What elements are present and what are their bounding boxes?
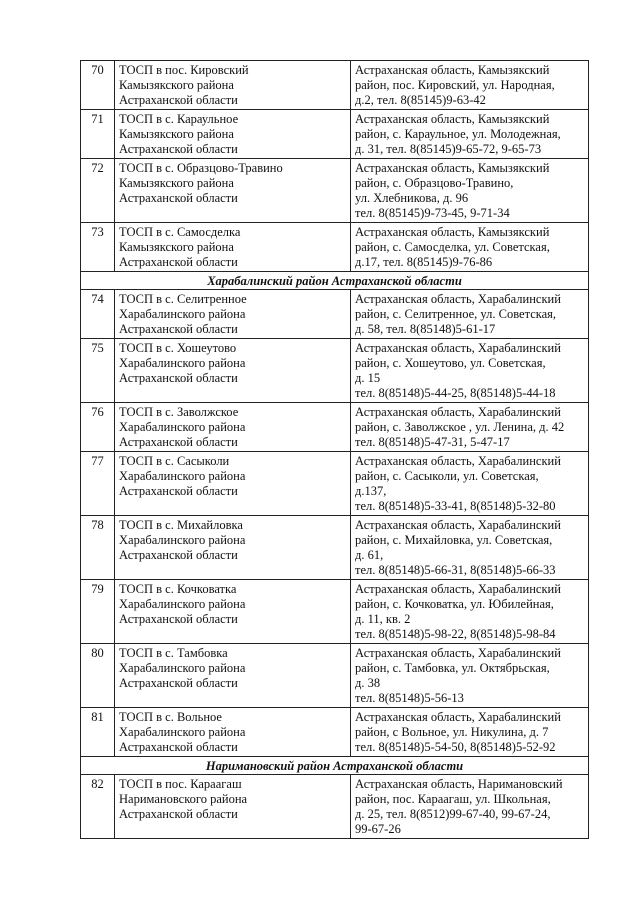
office-address-line: д.2, тел. 8(85145)9-63-42 <box>355 93 486 107</box>
office-address-line: д. 38 <box>355 676 381 690</box>
office-address-cell <box>351 708 589 757</box>
office-address-line: район, пос. Караагаш, ул. Школьная, <box>355 792 551 806</box>
office-name-line: Камызякского района <box>119 78 234 92</box>
office-name-line: Астраханской области <box>119 612 238 626</box>
office-address-line: тел. 8(85148)5-54-50, 8(85148)5-52-92 <box>355 740 556 754</box>
office-name-line: Астраханской области <box>119 676 238 690</box>
office-name-line: Астраханской области <box>119 740 238 754</box>
office-address-line: тел. 8(85148)5-47-31, 5-47-17 <box>355 435 510 449</box>
office-address-line: Астраханская область, Харабалинский <box>355 710 561 724</box>
region-header-row <box>81 272 589 290</box>
office-name-line: Астраханской области <box>119 371 238 385</box>
office-name-line: Астраханской области <box>119 484 238 498</box>
office-address-line: район, с. Образцово-Травино, <box>355 176 514 190</box>
office-address-cell <box>351 339 589 403</box>
office-name-line: Харабалинского района <box>119 307 246 321</box>
office-address-line: тел. 8(85148)5-56-13 <box>355 691 464 705</box>
office-address-cell <box>351 403 589 452</box>
table-row <box>81 223 589 272</box>
office-name-cell <box>115 339 351 403</box>
office-address-cell <box>351 159 589 223</box>
office-address-line: район, с. Кочковатка, ул. Юбилейная, <box>355 597 554 611</box>
office-name-cell <box>115 580 351 644</box>
office-name-line: Камызякского района <box>119 240 234 254</box>
row-number: 73 <box>81 223 115 272</box>
office-address-line: Астраханская область, Камызякский <box>355 63 550 77</box>
office-name-line: Харабалинского района <box>119 420 246 434</box>
table-row <box>81 580 589 644</box>
office-name-cell <box>115 61 351 110</box>
table-row <box>81 110 589 159</box>
office-address-line: район, с. Тамбовка, ул. Октябрьская, <box>355 661 550 675</box>
office-name-cell <box>115 452 351 516</box>
office-name-line: ТОСП в с. Сасыколи <box>119 454 230 468</box>
office-address-line: тел. 8(85148)5-98-22, 8(85148)5-98-84 <box>355 627 556 641</box>
office-address-line: Астраханская область, Камызякский <box>355 161 550 175</box>
office-name-line: ТОСП в с. Караульное <box>119 112 239 126</box>
office-address-line: район, с. Хошеутово, ул. Советская, <box>355 356 546 370</box>
office-address-cell <box>351 516 589 580</box>
office-name-line: Астраханской области <box>119 255 238 269</box>
office-name-line: Харабалинского района <box>119 597 246 611</box>
office-address-line: ул. Хлебникова, д. 96 <box>355 191 469 205</box>
office-name-cell <box>115 110 351 159</box>
office-name-line: Астраханской области <box>119 93 238 107</box>
office-address-cell <box>351 290 589 339</box>
office-address-line: Астраханская область, Камызякский <box>355 112 550 126</box>
office-address-line: район, с Вольное, ул. Никулина, д. 7 <box>355 725 549 739</box>
region-title: Харабалинский район Астраханской области <box>81 272 589 290</box>
office-address-line: район, с. Караульное, ул. Молодежная, <box>355 127 561 141</box>
row-number: 71 <box>81 110 115 159</box>
office-address-line: тел. 8(85148)5-66-31, 8(85148)5-66-33 <box>355 563 556 577</box>
office-address-line: Астраханская область, Харабалинский <box>355 454 561 468</box>
row-number: 72 <box>81 159 115 223</box>
office-name-line: ТОСП в пос. Кировский <box>119 63 249 77</box>
office-address-line: район, пос. Кировский, ул. Народная, <box>355 78 555 92</box>
row-number: 82 <box>81 775 115 839</box>
table-row <box>81 708 589 757</box>
row-number: 74 <box>81 290 115 339</box>
office-address-line: Астраханская область, Харабалинский <box>355 646 561 660</box>
office-address-line: Астраханская область, Харабалинский <box>355 405 561 419</box>
row-number: 80 <box>81 644 115 708</box>
office-name-line: ТОСП в с. Самосделка <box>119 225 241 239</box>
table-row <box>81 644 589 708</box>
office-name-line: ТОСП в с. Кочковатка <box>119 582 237 596</box>
office-name-line: Харабалинского района <box>119 661 246 675</box>
office-address-line: д. 31, тел. 8(85145)9-65-72, 9-65-73 <box>355 142 542 156</box>
region-title: Наримановский район Астраханской области <box>81 757 589 775</box>
office-name-cell <box>115 290 351 339</box>
table-row <box>81 775 589 839</box>
office-address-line: тел. 8(85145)9-73-45, 9-71-34 <box>355 206 510 220</box>
table-row <box>81 403 589 452</box>
table-row <box>81 339 589 403</box>
office-name-line: Астраханской области <box>119 548 238 562</box>
office-name-line: Наримановского района <box>119 792 248 806</box>
office-address-line: д. 58, тел. 8(85148)5-61-17 <box>355 322 496 336</box>
row-number: 75 <box>81 339 115 403</box>
office-address-line: Астраханская область, Харабалинский <box>355 341 561 355</box>
office-name-line: Харабалинского района <box>119 725 246 739</box>
office-name-line: ТОСП в с. Михайловка <box>119 518 243 532</box>
row-number: 81 <box>81 708 115 757</box>
office-name-line: ТОСП в пос. Караагаш <box>119 777 242 791</box>
office-address-cell <box>351 223 589 272</box>
office-name-line: Астраханской области <box>119 322 238 336</box>
office-address-line: Астраханская область, Харабалинский <box>355 518 561 532</box>
row-number: 78 <box>81 516 115 580</box>
office-address-line: Астраханская область, Харабалинский <box>355 582 561 596</box>
table-row <box>81 290 589 339</box>
office-name-cell <box>115 775 351 839</box>
row-number: 77 <box>81 452 115 516</box>
office-name-line: Астраханской области <box>119 435 238 449</box>
office-address-line: д.137, <box>355 484 387 498</box>
office-address-line: район, с. Сасыколи, ул. Советская, <box>355 469 539 483</box>
office-address-line: Астраханская область, Харабалинский <box>355 292 561 306</box>
office-name-line: ТОСП в с. Хошеутово <box>119 341 237 355</box>
office-name-line: ТОСП в с. Тамбовка <box>119 646 228 660</box>
row-number: 70 <box>81 61 115 110</box>
office-address-line: район, с. Михайловка, ул. Советская, <box>355 533 553 547</box>
office-name-line: ТОСП в с. Образцово-Травино <box>119 161 283 175</box>
office-name-line: Камызякского района <box>119 127 234 141</box>
office-name-line: Харабалинского района <box>119 469 246 483</box>
office-name-cell <box>115 708 351 757</box>
office-name-line: Камызякского района <box>119 176 234 190</box>
row-number: 76 <box>81 403 115 452</box>
row-number: 79 <box>81 580 115 644</box>
office-address-cell <box>351 644 589 708</box>
office-registry-table <box>80 60 589 839</box>
office-address-line: д.17, тел. 8(85145)9-76-86 <box>355 255 493 269</box>
office-address-line: тел. 8(85148)5-44-25, 8(85148)5-44-18 <box>355 386 556 400</box>
office-address-line: Астраханская область, Камызякский <box>355 225 550 239</box>
office-name-cell <box>115 644 351 708</box>
office-address-line: район, с. Заволжское , ул. Ленина, д. 42 <box>355 420 565 434</box>
office-address-cell <box>351 580 589 644</box>
office-name-line: Астраханской области <box>119 807 238 821</box>
office-address-line: д. 61, <box>355 548 384 562</box>
office-address-line: район, с. Селитренное, ул. Советская, <box>355 307 557 321</box>
office-address-line: тел. 8(85148)5-33-41, 8(85148)5-32-80 <box>355 499 556 513</box>
office-name-line: Харабалинского района <box>119 356 246 370</box>
office-name-line: Харабалинского района <box>119 533 246 547</box>
office-address-cell <box>351 110 589 159</box>
table-row <box>81 61 589 110</box>
office-address-cell <box>351 775 589 839</box>
office-name-line: Астраханской области <box>119 142 238 156</box>
office-address-line: район, с. Самосделка, ул. Советская, <box>355 240 550 254</box>
office-name-cell <box>115 403 351 452</box>
office-address-cell <box>351 452 589 516</box>
office-name-line: Астраханской области <box>119 191 238 205</box>
office-name-line: ТОСП в с. Вольное <box>119 710 222 724</box>
office-name-line: ТОСП в с. Селитренное <box>119 292 247 306</box>
office-address-line: 99-67-26 <box>355 822 401 836</box>
office-address-cell <box>351 61 589 110</box>
table-row <box>81 452 589 516</box>
office-name-cell <box>115 223 351 272</box>
office-address-line: д. 11, кв. 2 <box>355 612 411 626</box>
table-row <box>81 159 589 223</box>
registry-table-body <box>81 61 589 839</box>
office-address-line: д. 25, тел. 8(8512)99-67-40, 99-67-24, <box>355 807 551 821</box>
region-header-row <box>81 757 589 775</box>
office-name-line: ТОСП в с. Заволжское <box>119 405 239 419</box>
table-row <box>81 516 589 580</box>
office-name-cell <box>115 516 351 580</box>
office-address-line: Астраханская область, Наримановский <box>355 777 563 791</box>
office-address-line: д. 15 <box>355 371 381 385</box>
office-name-cell <box>115 159 351 223</box>
